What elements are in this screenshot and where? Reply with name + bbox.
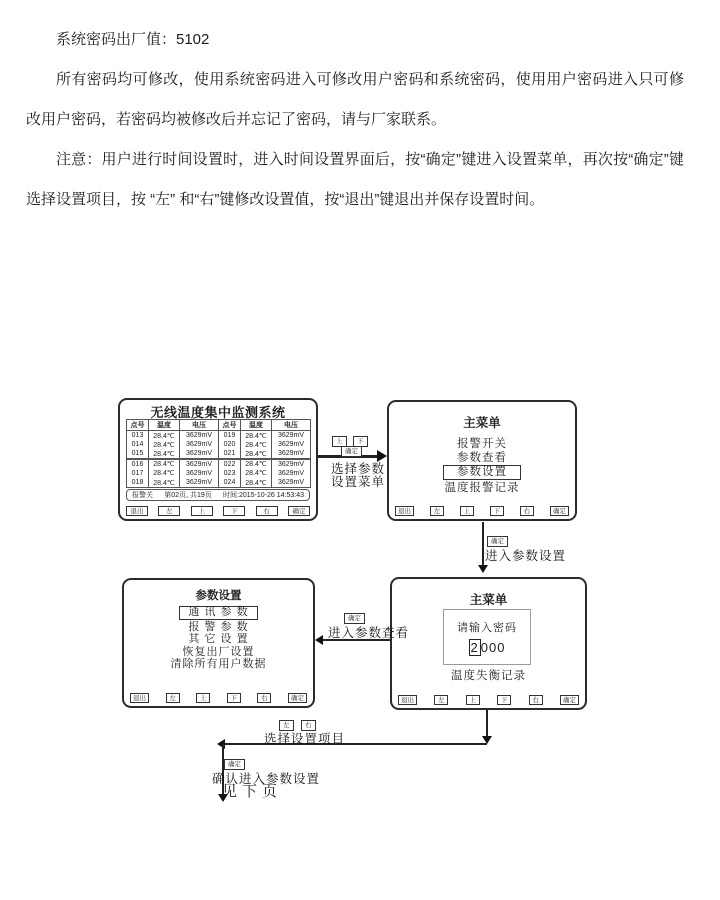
password-screen-title: 主菜单 (469, 593, 508, 607)
table-cell: 28.4℃ (241, 459, 272, 469)
paragraph-password-rules: 所有密码均可修改，使用系统密码进入可修改用户密码和系统密码，使用用户密码进入只可修改用户密码，若密码均被修改后并忘记了密码，请与厂家联系。 (26, 71, 684, 128)
password-rest-digits: 000 (480, 640, 506, 655)
arrow-left-icon (217, 739, 225, 749)
table-row (127, 459, 311, 469)
main-menu-screen (387, 400, 577, 521)
table-cell: 3629mV (180, 478, 219, 488)
table-cell: 3629mV (272, 450, 311, 460)
flow-label-select-param-1: 选择参数 (331, 462, 386, 476)
flow-label-select-item: 选择设置项目 (264, 732, 346, 746)
param-menu-items (124, 606, 313, 671)
key-up[interactable]: 上 (191, 506, 213, 516)
menu-item-param-set-selected[interactable]: 参数设置 (443, 465, 521, 480)
table-header-row (127, 420, 311, 431)
table-cell: 3629mV (180, 459, 219, 469)
table-cell: 28.4℃ (149, 478, 180, 488)
key-exit[interactable]: 退出 (130, 693, 149, 703)
monitor-key-row (126, 506, 310, 516)
table-header-cell: 电压 (272, 420, 311, 431)
menu-item-factory-reset[interactable]: 恢复出厂设置 (182, 645, 255, 658)
key-hint-right: 右 (301, 720, 316, 731)
main-menu-key-row (395, 506, 569, 516)
table-cell: 3629mV (180, 450, 219, 460)
alarm-status: 报警关 (132, 492, 153, 499)
key-hint-ok: 确定 (487, 536, 508, 547)
password-dialog (443, 609, 531, 665)
key-up[interactable]: 上 (466, 695, 480, 705)
table-cell: 3629mV (180, 431, 219, 441)
arrow-left-icon (315, 635, 323, 645)
password-cursor-digit[interactable]: 2 (470, 640, 479, 655)
table-cell: 015 (127, 450, 149, 460)
key-exit[interactable]: 退出 (398, 695, 417, 705)
password-prompt: 请输入密码 (457, 622, 517, 634)
password-field[interactable] (444, 640, 530, 655)
param-key-row (130, 693, 307, 703)
table-cell: 019 (219, 431, 241, 441)
key-up[interactable]: 上 (196, 693, 210, 703)
flow-line (482, 522, 484, 566)
key-hint-left: 左 (279, 720, 294, 731)
table-cell: 3629mV (180, 440, 219, 450)
table-header-cell: 点号 (127, 420, 149, 431)
table-cell: 28.4℃ (241, 478, 272, 488)
key-exit[interactable]: 退出 (395, 506, 414, 516)
key-exit[interactable]: 退出 (126, 506, 148, 516)
param-settings-screen (122, 578, 315, 708)
table-cell: 28.4℃ (149, 469, 180, 479)
menu-item-comm-params-selected[interactable]: 通 讯 参 数 (179, 606, 257, 620)
param-settings-title: 参数设置 (195, 590, 242, 602)
password-key-row (398, 695, 579, 705)
paragraph-time-setting-note: 注意：用户进行时间设置时，进入时间设置界面后，按“确定”键进入设置菜单，再次按“确定”键选择设置项目，按 “左” 和“右”键修改设置值，按“退出”键退出并保存设置时间。 (26, 151, 684, 208)
monitor-screen (118, 398, 318, 521)
table-cell: 28.4℃ (149, 450, 180, 460)
menu-item-other-settings[interactable]: 其 它 设 置 (188, 633, 249, 645)
reading-table-head (127, 420, 311, 431)
flow-label-confirm-enter: 确认进入参数设置 (212, 772, 321, 786)
table-cell: 3629mV (272, 431, 311, 441)
key-hint-ok: 确定 (341, 446, 362, 457)
menu-item-clear-user-data[interactable]: 清除所有用户数据 (170, 658, 267, 670)
key-right[interactable]: 右 (520, 506, 534, 516)
table-cell: 022 (219, 459, 241, 469)
key-left[interactable]: 左 (166, 693, 180, 703)
table-row (127, 478, 311, 488)
main-menu-title: 主菜单 (463, 416, 501, 430)
key-left[interactable]: 左 (430, 506, 444, 516)
menu-item-alarm-switch[interactable]: 报警开关 (457, 438, 507, 450)
key-hint-ok: 确定 (224, 759, 245, 770)
key-down[interactable]: 下 (490, 506, 504, 516)
table-cell: 28.4℃ (241, 440, 272, 450)
table-cell: 3629mV (272, 440, 311, 450)
key-right[interactable]: 右 (529, 695, 543, 705)
key-hint-up: 上 (332, 436, 347, 447)
table-cell: 024 (219, 478, 241, 488)
table-cell: 28.4℃ (241, 469, 272, 479)
paragraph-factory-password: 系统密码出厂值：5102 (56, 31, 210, 48)
key-down[interactable]: 下 (227, 693, 241, 703)
document-text (26, 20, 684, 220)
table-cell: 3629mV (272, 459, 311, 469)
reading-table (126, 419, 311, 488)
table-cell: 28.4℃ (241, 431, 272, 441)
flow-label-select-param-2: 设置菜单 (331, 475, 386, 489)
main-menu-items (389, 437, 575, 495)
key-down[interactable]: 下 (223, 506, 245, 516)
menu-item-alarm-params[interactable]: 报 警 参 数 (188, 620, 249, 633)
table-cell: 3629mV (272, 478, 311, 488)
table-cell: 020 (219, 440, 241, 450)
flow-label-enter-param-view: 进入参数查看 (328, 626, 410, 640)
reading-table-body (127, 431, 311, 488)
see-next-page-label: 见下页 (222, 784, 283, 800)
table-cell: 021 (219, 450, 241, 460)
temp-imbalance-log-label: 温度失衡记录 (451, 670, 526, 682)
table-cell: 28.4℃ (241, 450, 272, 460)
key-right[interactable]: 右 (257, 693, 271, 703)
table-row (127, 469, 311, 479)
monitor-title: 无线温度集中监测系统 (150, 405, 286, 420)
password-screen (390, 577, 587, 710)
table-cell: 018 (127, 478, 149, 488)
table-cell: 014 (127, 440, 149, 450)
key-left[interactable]: 左 (158, 506, 180, 516)
table-cell: 3629mV (272, 469, 311, 479)
table-cell: 016 (127, 459, 149, 469)
key-up[interactable]: 上 (460, 506, 474, 516)
flow-label-enter-param-set: 进入参数设置 (485, 549, 567, 563)
table-row (127, 450, 311, 460)
key-down[interactable]: 下 (497, 695, 511, 705)
page-indicator: 第02页, 共19页 (164, 492, 212, 499)
table-header-cell: 温度 (241, 420, 272, 431)
menu-item-param-view[interactable]: 参数查看 (457, 452, 507, 464)
table-cell: 28.4℃ (149, 440, 180, 450)
table-cell: 023 (219, 469, 241, 479)
key-left[interactable]: 左 (434, 695, 448, 705)
time-display: 时间:2015-10-26 14:53:43 (223, 492, 304, 499)
key-right[interactable]: 右 (256, 506, 278, 516)
table-header-cell: 电压 (180, 420, 219, 431)
flow-line (486, 710, 488, 738)
key-ok[interactable]: 确定 (288, 506, 310, 516)
table-header-cell: 点号 (219, 420, 241, 431)
key-ok[interactable]: 确定 (550, 506, 569, 516)
table-cell: 3629mV (180, 469, 219, 479)
table-cell: 017 (127, 469, 149, 479)
key-ok[interactable]: 确定 (288, 693, 307, 703)
table-row (127, 440, 311, 450)
status-bar (126, 489, 310, 501)
menu-item-temp-alarm-log[interactable]: 温度报警记录 (444, 481, 520, 494)
table-cell: 28.4℃ (149, 431, 180, 441)
table-cell: 013 (127, 431, 149, 441)
key-ok[interactable]: 确定 (560, 695, 579, 705)
table-cell: 28.4℃ (149, 459, 180, 469)
table-row (127, 431, 311, 441)
flow-line (222, 743, 487, 745)
arrow-down-icon (478, 565, 488, 573)
table-header-cell: 温度 (149, 420, 180, 431)
key-hint-down: 下 (353, 436, 368, 447)
key-hint-ok: 确定 (344, 613, 365, 624)
